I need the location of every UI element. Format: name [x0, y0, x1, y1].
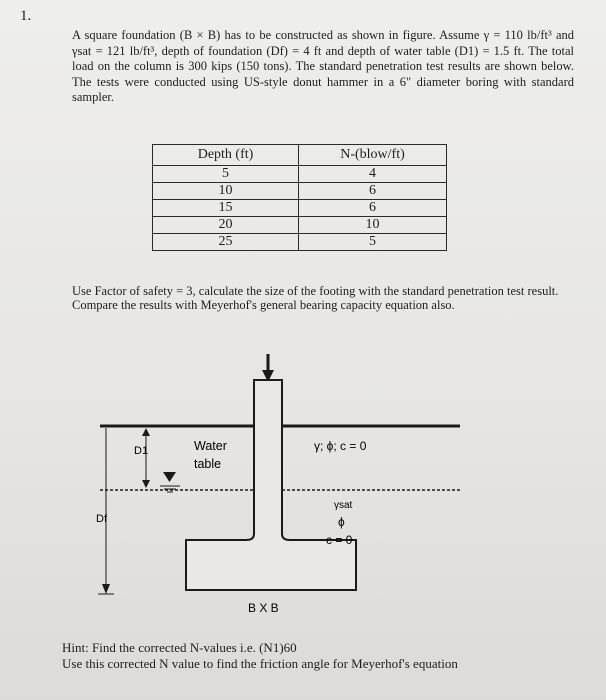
d1-label: D1: [134, 445, 149, 457]
column-load-arrow: [262, 354, 274, 382]
foundation-figure: [90, 354, 490, 624]
n-value-cell: 6: [299, 183, 447, 200]
n-value-column-header: N-(blow/ft): [299, 145, 447, 166]
n-value-cell: 4: [299, 166, 447, 183]
hint-friction-angle: Use this corrected N value to find the friction angle for Meyerhof's equation: [62, 656, 458, 671]
depth-column-header: Depth (ft): [153, 145, 299, 166]
df-label: Df: [96, 513, 107, 525]
hint-corrected-n: Hint: Find the corrected N-values i.e. (N1)60: [62, 640, 297, 655]
table-row: [153, 217, 447, 234]
depth-cell: 15: [153, 200, 299, 217]
problem-statement: A square foundation (B × B) has to be constructed as shown in figure. Assume γ = 110 lb/ft³ and γsat = 121 lb/ft³, depth of foundation (Df) = 4 ft and depth of water table (D1) = 1.5 ft. The total load on the column is 300 kips (150 tons). The standard penetration test results are shown below. The tests were conducted using US-style donut hammer in a 6" diameter boring with standard sampler.: [72, 28, 574, 104]
table-row: [153, 166, 447, 183]
table-label: table: [194, 457, 222, 471]
water-table-symbol-icon: [160, 472, 180, 492]
depth-cell: 20: [153, 217, 299, 234]
factor-of-safety-instruction: Use Factor of safety = 3, calculate the size of the footing with the standard penetration test result.: [72, 284, 559, 298]
phi-label: ϕ: [338, 515, 345, 529]
cohesion-label: c = 0: [326, 533, 353, 547]
instructions: [72, 284, 572, 312]
table-row: [153, 234, 447, 251]
meyerhof-comparison-instruction: Compare the results with Meyerhof's general bearing capacity equation also.: [72, 298, 455, 312]
n-value-cell: 6: [299, 200, 447, 217]
water-label: Water: [194, 439, 227, 453]
gamma-sat-label: γsat: [334, 500, 353, 511]
depth-cell: 5: [153, 166, 299, 183]
spt-results-table: [152, 144, 447, 251]
column-and-footing: [186, 380, 356, 590]
table-header-row: [153, 145, 447, 166]
n-value-cell: 5: [299, 234, 447, 251]
n-value-cell: 10: [299, 217, 447, 234]
d1-dimension: [142, 428, 150, 488]
table-row: [153, 183, 447, 200]
table-row: [153, 200, 447, 217]
upper-soil-properties: γ; ϕ; c = 0: [314, 439, 367, 453]
question-number: 1.: [20, 8, 32, 24]
hint: [62, 640, 592, 672]
df-dimension: [98, 428, 114, 594]
depth-cell: 25: [153, 234, 299, 251]
footing-size-label: B X B: [248, 601, 279, 615]
depth-cell: 10: [153, 183, 299, 200]
